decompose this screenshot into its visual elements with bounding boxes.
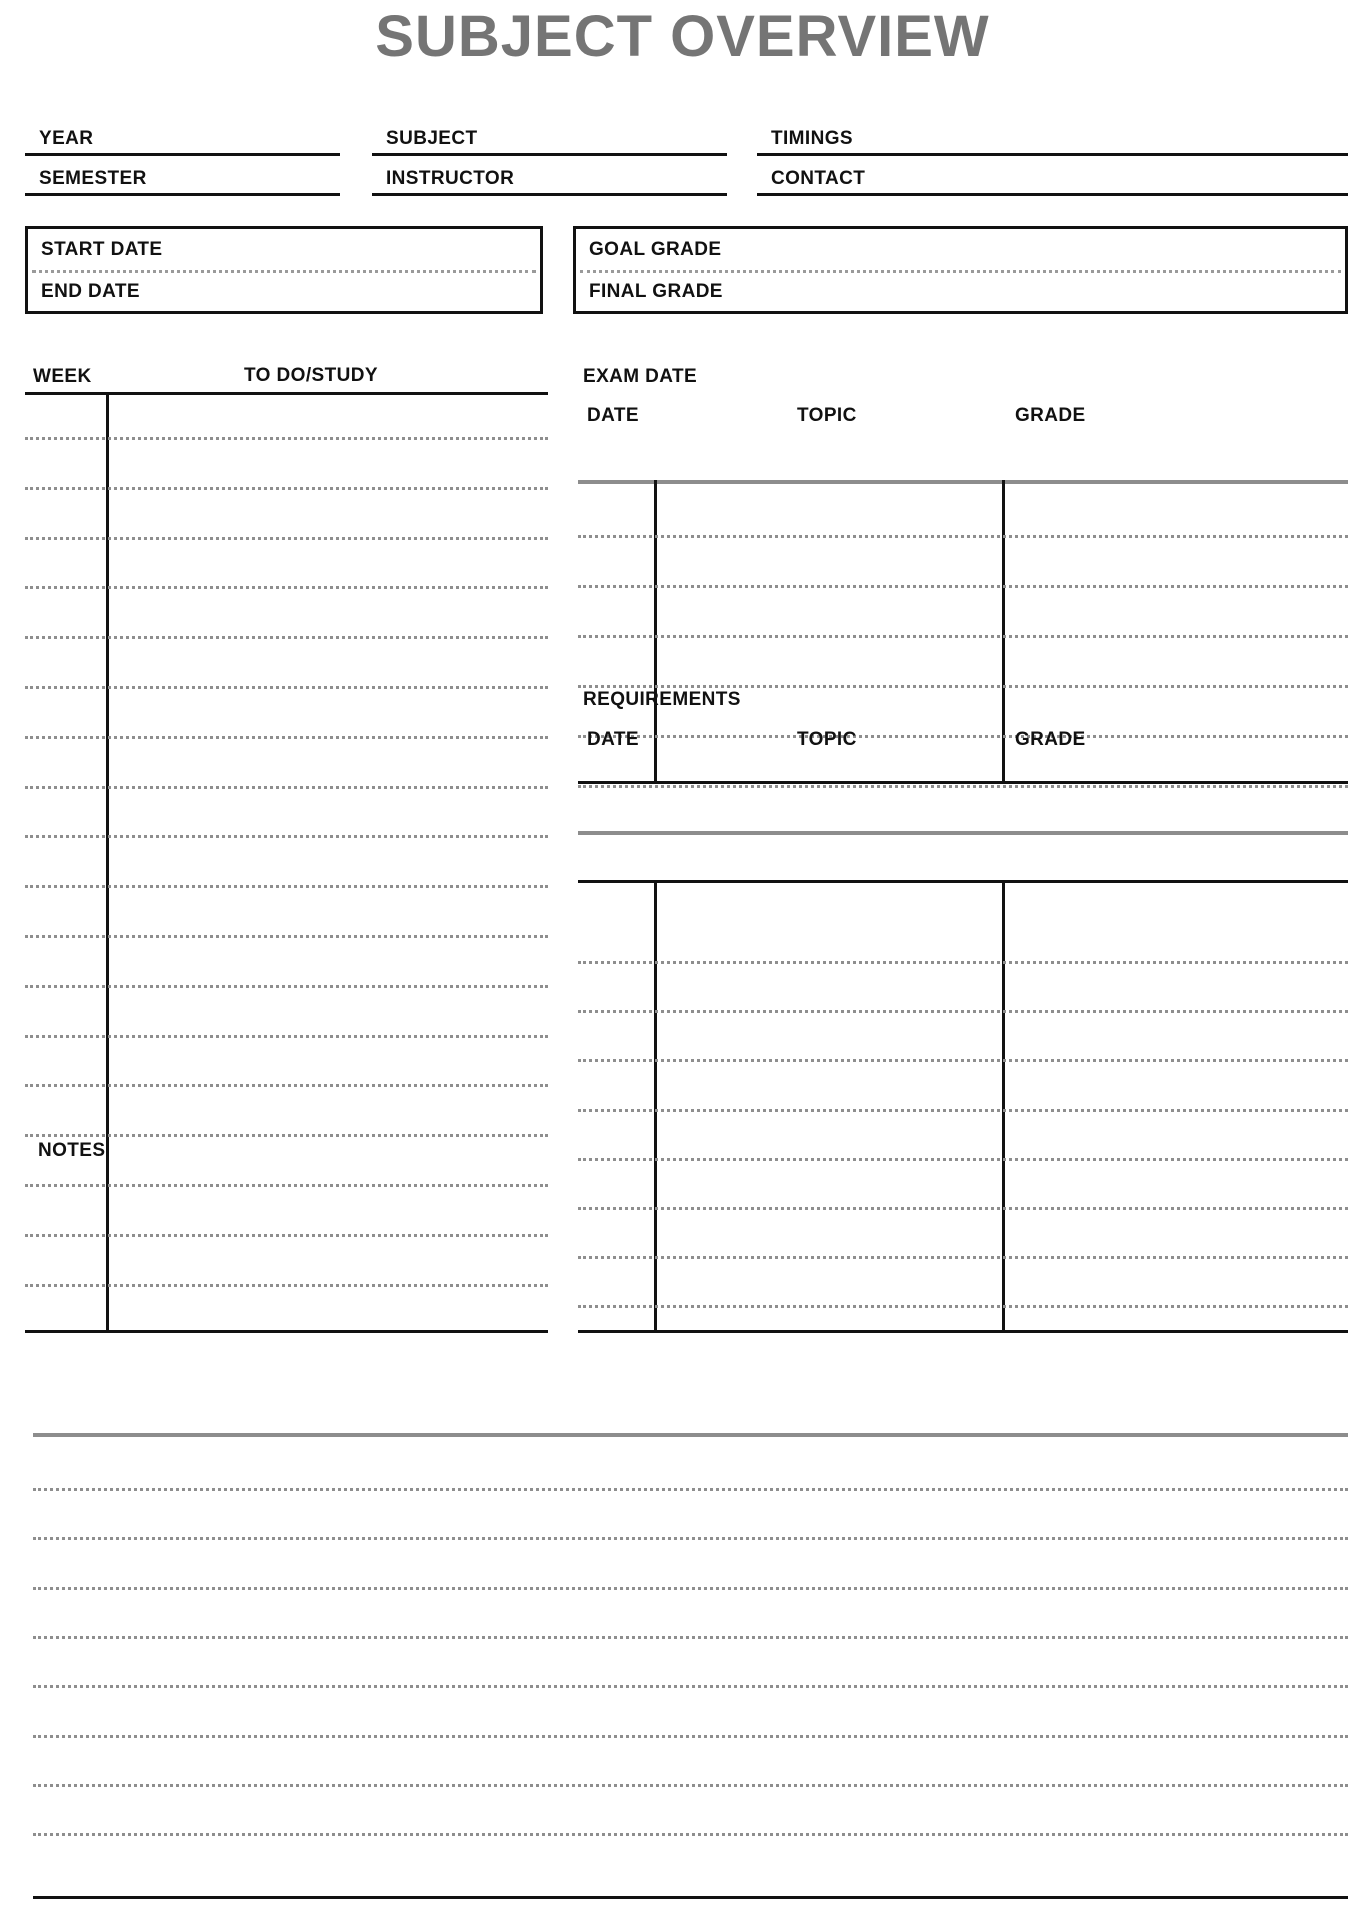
final-grade-row[interactable] [576,271,1345,315]
field-semester-label: SEMESTER [39,168,147,189]
requirements-table-divider-date-topic [654,880,657,1332]
notes-bottom-rule [33,1896,1348,1899]
week-table-row[interactable] [25,786,548,789]
exam-table-caption: EXAM DATE [583,366,698,387]
week-table-row[interactable] [25,1084,548,1087]
notes-top-rule [33,1433,1348,1437]
field-subject[interactable] [372,112,727,156]
requirements-table-row[interactable] [578,1010,1348,1013]
notes-caption: NOTES [38,1140,106,1161]
exam-table-row[interactable] [578,685,1348,688]
field-instructor-label: INSTRUCTOR [386,168,515,189]
week-table-row[interactable] [25,736,548,739]
week-table-row[interactable] [25,537,548,540]
requirements-table-row[interactable] [578,1059,1348,1062]
week-table-row[interactable] [25,1284,548,1287]
end-date-label: END DATE [41,281,140,302]
week-table-row[interactable] [25,1234,548,1237]
notes-line[interactable] [33,1784,1348,1787]
exam-table-header-topic: TOPIC [797,405,857,426]
week-table-row[interactable] [25,1184,548,1187]
exam-table-row[interactable] [578,635,1348,638]
exam-table-bottom-border [578,781,1348,784]
exam-table-header-grade: GRADE [1015,405,1086,426]
notes-line[interactable] [33,1587,1348,1590]
field-year[interactable] [25,112,340,156]
field-contact-label: CONTACT [771,168,866,189]
field-instructor-rule [372,193,727,196]
field-contact-rule [757,193,1348,196]
requirements-separator-rule [578,831,1348,835]
week-table-row[interactable] [25,636,548,639]
field-subject-label: SUBJECT [386,128,478,149]
week-table-row[interactable] [25,885,548,888]
requirements-table-row[interactable] [578,1256,1348,1259]
notes-line[interactable] [33,1488,1348,1491]
week-table-row[interactable] [25,835,548,838]
page-title: SUBJECT OVERVIEW [375,4,990,69]
start-date-row[interactable] [28,229,540,273]
goal-grade-row[interactable] [576,229,1345,273]
notes-line[interactable] [33,1833,1348,1836]
requirements-table-row[interactable] [578,1305,1348,1308]
week-table-row[interactable] [25,586,548,589]
exam-table-header-date: DATE [587,405,639,426]
notes-line[interactable] [33,1685,1348,1688]
requirements-table-caption: REQUIREMENTS [583,689,741,710]
exam-table-row[interactable] [578,535,1348,538]
requirements-table-header-grade: GRADE [1015,729,1086,750]
field-semester-rule [25,193,340,196]
exam-table-top-border [578,480,1348,484]
week-table-row[interactable] [25,686,548,689]
field-semester[interactable] [25,152,340,196]
week-table-row[interactable] [25,935,548,938]
week-table-bottom-border [25,1330,548,1333]
week-table-column-divider [106,392,109,1333]
requirements-table-row[interactable] [578,961,1348,964]
final-grade-label: FINAL GRADE [589,281,723,302]
end-date-row[interactable] [28,271,540,315]
requirements-table-bottom-border [578,1330,1348,1333]
week-table-row[interactable] [25,1035,548,1038]
goal-grade-label: GOAL GRADE [589,239,722,260]
notes-line[interactable] [33,1636,1348,1639]
week-table-row[interactable] [25,985,548,988]
notes-line[interactable] [33,1735,1348,1738]
exam-table-row[interactable] [578,785,1348,788]
grade-box [573,226,1348,314]
requirements-table-row[interactable] [578,1207,1348,1210]
notes-line[interactable] [33,1537,1348,1540]
week-table-header-week: WEEK [33,366,92,387]
week-table-row[interactable] [25,437,548,440]
field-contact[interactable] [757,152,1348,196]
requirements-table-row[interactable] [578,1158,1348,1161]
field-timings[interactable] [757,112,1348,156]
week-table-row[interactable] [25,1134,548,1137]
exam-table-row[interactable] [578,735,1348,738]
field-year-label: YEAR [39,128,94,149]
requirements-table-divider-topic-grade [1002,880,1005,1332]
requirements-table-header-date: DATE [587,729,639,750]
field-instructor[interactable] [372,152,727,196]
exam-table-row[interactable] [578,585,1348,588]
field-timings-label: TIMINGS [771,128,853,149]
week-table-top-border [25,392,548,395]
week-table-header-todo: TO DO/STUDY [244,365,378,386]
start-date-label: START DATE [41,239,163,260]
requirements-table-header-topic: TOPIC [797,729,857,750]
date-box [25,226,543,314]
week-table-row[interactable] [25,487,548,490]
requirements-table-top-border [578,880,1348,883]
requirements-table-row[interactable] [578,1109,1348,1112]
